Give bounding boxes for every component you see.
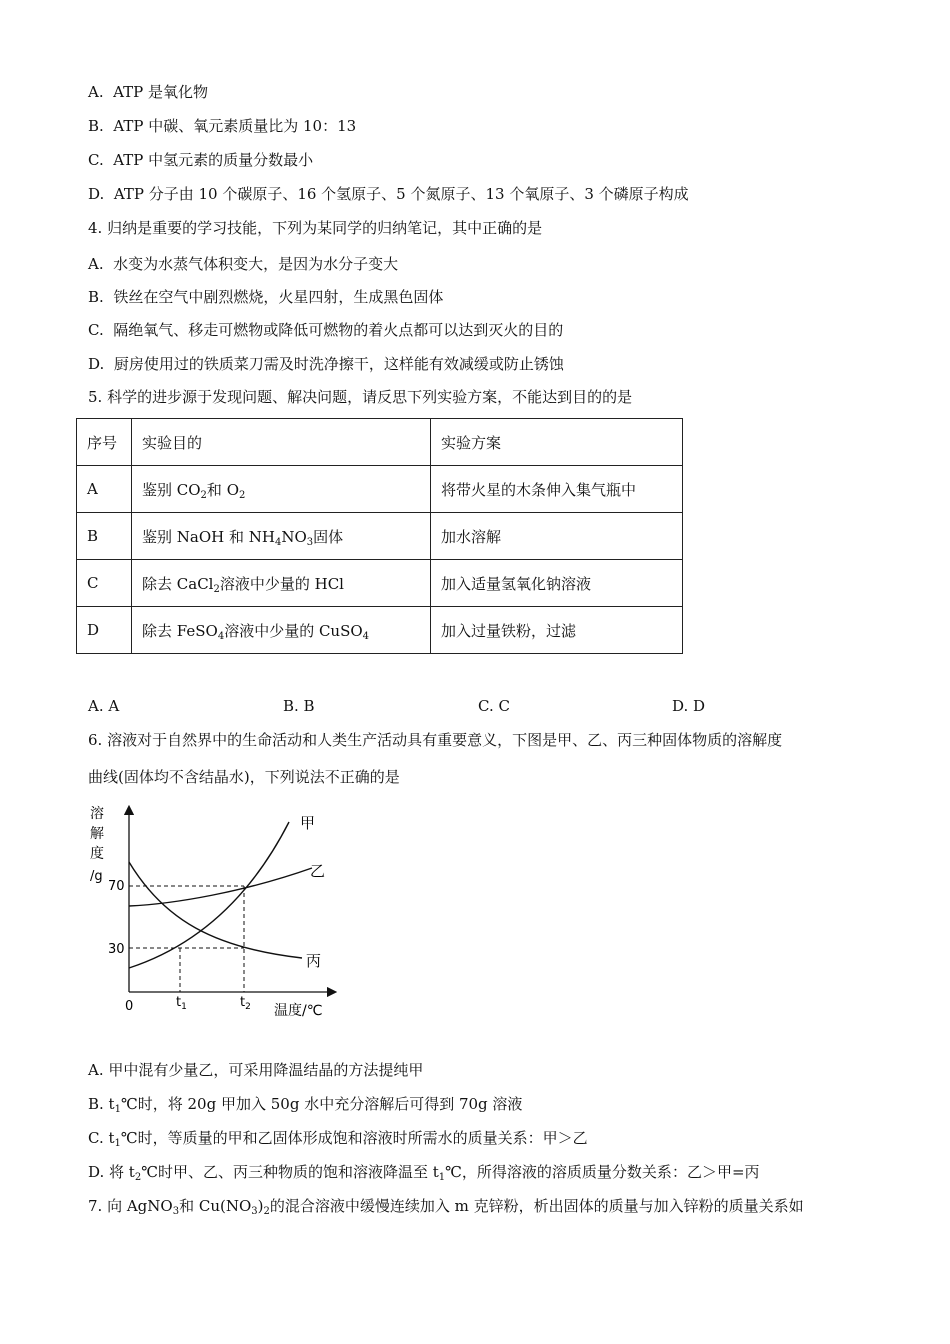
y-label-2: 解 (90, 826, 104, 842)
q5-choice-c: C. C (478, 697, 510, 715)
q4-option-a: A. 水变为水蒸气体积变大，是因为水分子变大 (88, 255, 399, 273)
table-row (77, 560, 683, 607)
curve-bing (129, 862, 302, 958)
curve-yi (129, 868, 312, 906)
q4-stem: 4. 归纳是重要的学习技能，下列为某同学的归纳笔记，其中正确的是 (88, 219, 543, 237)
table-header-row (77, 419, 683, 466)
solubility-graph (84, 800, 344, 1025)
x-tick-t1: $t_1$ (176, 995, 187, 1012)
q6-option-b: B. $t_1℃$时，将 20g 甲加入 50g 水中充分溶解后可得到 70g 溶液 (88, 1095, 523, 1115)
label-yi: 乙 (310, 862, 326, 880)
q6-stem-line2: 曲线(固体均不含结晶水)，下列说法不正确的是 (88, 768, 400, 786)
q4-option-d: D. 厨房使用过的铁质菜刀需及时洗净擦干，这样能有效减缓或防止锈蚀 (88, 355, 564, 373)
row-plan: 加水溶解 (431, 513, 683, 560)
y-tick-70: 70 (108, 879, 125, 894)
header-purpose: 实验目的 (132, 419, 431, 466)
row-plan: 将带火星的木条伸入集气瓶中 (431, 466, 683, 513)
x-label: 温度/℃ (274, 1003, 323, 1019)
q6-option-c: C. $t_1℃$时，等质量的甲和乙固体形成饱和溶液时所需水的质量关系：甲＞乙 (88, 1129, 588, 1149)
header-plan: 实验方案 (431, 419, 683, 466)
row-purpose: 鉴别 NaOH 和 $NH_4NO_3$固体 (132, 513, 431, 560)
y-label-4: /g (90, 869, 103, 884)
row-id: D (77, 607, 132, 654)
q5-table (76, 418, 683, 654)
q3-option-a: A. ATP 是氧化物 (88, 83, 209, 101)
row-plan: 加入过量铁粉，过滤 (431, 607, 683, 654)
header-id: 序号 (77, 419, 132, 466)
q5-stem: 5. 科学的进步源于发现问题、解决问题，请反思下列实验方案，不能达到目的的是 (88, 388, 633, 406)
label-jia: 甲 (300, 814, 316, 832)
q3-option-d: D. ATP 分子由 10 个碳原子、16 个氢原子、5 个氮原子、13 个氧原子、3 个磷原子构成 (88, 185, 689, 203)
y-label-3: 度 (90, 846, 104, 862)
table-row (77, 513, 683, 560)
row-id: A (77, 466, 132, 513)
row-id: C (77, 560, 132, 607)
row-purpose: 除去 CaCl$_2$溶液中少量的 HCl (132, 560, 431, 607)
row-id: B (77, 513, 132, 560)
q3-option-c: C. ATP 中氢元素的质量分数最小 (88, 151, 314, 169)
q6-option-a: A. 甲中混有少量乙，可采用降温结晶的方法提纯甲 (88, 1061, 424, 1079)
q5-choice-d: D. D (672, 697, 706, 715)
row-plan: 加入适量氢氧化钠溶液 (431, 560, 683, 607)
q3-option-b: B. ATP 中碳、氧元素质量比为 10：13 (88, 117, 357, 135)
x-tick-t2: $t_2$ (240, 995, 251, 1012)
y-tick-30: 30 (108, 942, 125, 957)
q7-stem: 7. 向 AgNO$_3$和 $Cu(NO_3)_2$的混合溶液中缓慢连续加入 m 克锌粉，析出固体的质量与加入锌粉的质量关系如 (88, 1197, 804, 1217)
q4-option-c: C. 隔绝氧气、移走可燃物或降低可燃物的着火点都可以达到灭火的目的 (88, 321, 564, 339)
label-bing: 丙 (306, 952, 322, 970)
table-row (77, 466, 683, 513)
table-row (77, 607, 683, 654)
row-purpose: 除去 FeSO$_4$溶液中少量的 CuSO$_4$ (132, 607, 431, 654)
q5-choice-a: A. A (88, 697, 120, 715)
q4-option-b: B. 铁丝在空气中剧烈燃烧，火星四射，生成黑色固体 (88, 288, 444, 306)
x-tick-0: 0 (125, 999, 134, 1014)
row-purpose: 鉴别 $CO_2$和 $O_2$ (132, 466, 431, 513)
q6-option-d: D. 将 $t_2℃$时甲、乙、丙三种物质的饱和溶液降温至 $t_1℃$，所得溶液的溶质质量分数关系：乙＞甲=丙 (88, 1163, 760, 1183)
q5-choice-b: B. B (283, 697, 315, 715)
y-label-1: 溶 (90, 806, 104, 822)
q6-stem-line1: 6. 溶液对于自然界中的生命活动和人类生产活动具有重要意义，下图是甲、乙、丙三种固体物质的溶解度 (88, 731, 783, 749)
